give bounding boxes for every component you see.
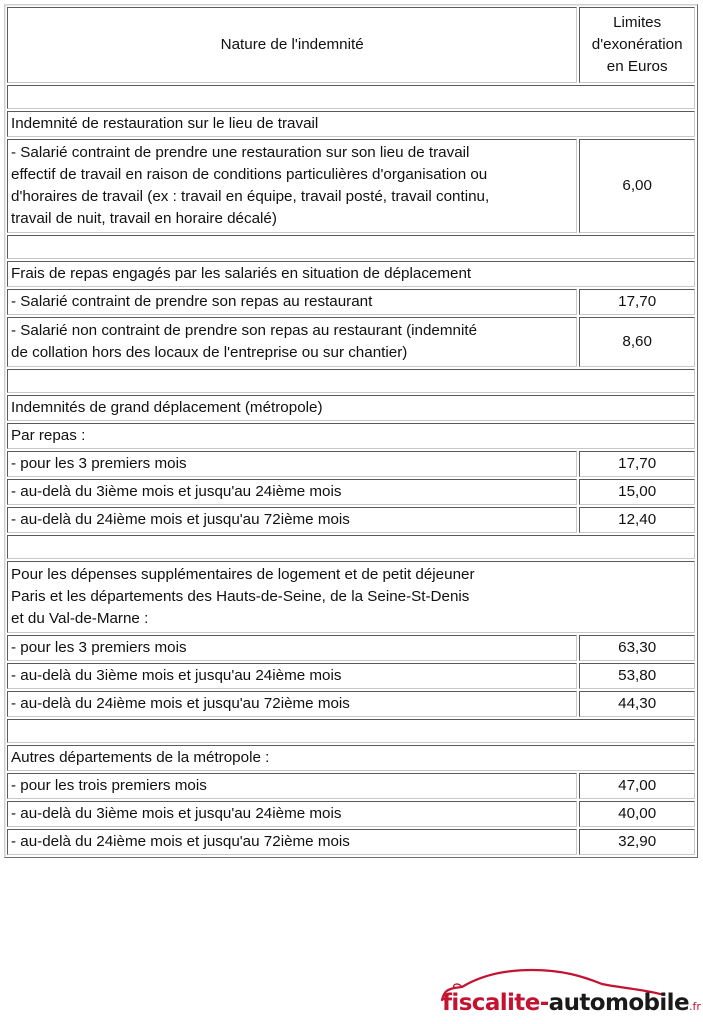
indemnity-exemption-table bbox=[4, 4, 698, 858]
spacer-cell bbox=[7, 719, 695, 743]
section-title-row bbox=[7, 261, 695, 287]
section-subtitle: Par repas : bbox=[7, 423, 695, 449]
section-title-row bbox=[7, 395, 695, 421]
row-value: 40,00 bbox=[579, 801, 695, 827]
table-row bbox=[7, 479, 695, 505]
row-label-line: - Salarié contraint de prendre une restauration sur son lieu de travail bbox=[11, 144, 470, 161]
row-value: 53,80 bbox=[579, 663, 695, 689]
row-value: 15,00 bbox=[579, 479, 695, 505]
spacer-cell bbox=[7, 85, 695, 109]
row-value: 47,00 bbox=[579, 773, 695, 799]
table-row bbox=[7, 691, 695, 717]
spacer-cell bbox=[7, 535, 695, 559]
spacer-row bbox=[7, 369, 695, 393]
row-value: 63,30 bbox=[579, 635, 695, 661]
spacer-row bbox=[7, 535, 695, 559]
section-title-row bbox=[7, 561, 695, 633]
header-limits bbox=[579, 7, 695, 83]
header-nature-label: Nature de l'indemnité bbox=[220, 36, 364, 53]
spacer-cell bbox=[7, 369, 695, 393]
row-label: - au-delà du 24ième mois et jusqu'au 72ième mois bbox=[7, 691, 577, 717]
row-value: 44,30 bbox=[579, 691, 695, 717]
table-row bbox=[7, 289, 695, 315]
header-limits-line-2: d'exonération bbox=[591, 36, 683, 53]
table-header-row bbox=[7, 7, 695, 83]
row-label-line: de collation hors des locaux de l'entreprise ou sur chantier) bbox=[11, 344, 408, 361]
row-label: - au-delà du 3ième mois et jusqu'au 24ième mois bbox=[7, 479, 577, 505]
row-value: 17,70 bbox=[579, 289, 695, 315]
row-label: - Salarié contraint de prendre son repas au restaurant bbox=[7, 289, 577, 315]
row-label: - au-delà du 24ième mois et jusqu'au 72ième mois bbox=[7, 507, 577, 533]
section-title: Autres départements de la métropole : bbox=[7, 745, 695, 771]
spacer-row bbox=[7, 85, 695, 109]
logo-text-automobile: automobile bbox=[548, 990, 689, 1016]
section-title-line: Paris et les départements des Hauts-de-Seine, de la Seine-St-Denis bbox=[11, 588, 470, 605]
spacer-cell bbox=[7, 235, 695, 259]
table-row bbox=[7, 635, 695, 661]
section-subtitle-row bbox=[7, 423, 695, 449]
table-row bbox=[7, 801, 695, 827]
row-label: - au-delà du 24ième mois et jusqu'au 72ième mois bbox=[7, 829, 577, 855]
header-limits-line-1: Limites bbox=[613, 14, 662, 31]
row-label: - au-delà du 3ième mois et jusqu'au 24ième mois bbox=[7, 801, 577, 827]
site-logo[interactable] bbox=[432, 962, 701, 1024]
table-row bbox=[7, 829, 695, 855]
row-value: 12,40 bbox=[579, 507, 695, 533]
header-limits-line-3: en Euros bbox=[606, 58, 668, 75]
section-title-line: et du Val-de-Marne : bbox=[11, 610, 149, 627]
row-label-line: travail de nuit, travail en horaire décalé) bbox=[11, 210, 277, 227]
table-row bbox=[7, 139, 695, 233]
table-row bbox=[7, 507, 695, 533]
row-label bbox=[7, 139, 577, 233]
section-title: Indemnités de grand déplacement (métropole) bbox=[7, 395, 695, 421]
section-title bbox=[7, 561, 695, 633]
header-nature bbox=[7, 7, 577, 83]
table-row bbox=[7, 773, 695, 799]
section-title-line: Pour les dépenses supplémentaires de logement et de petit déjeuner bbox=[11, 566, 475, 583]
section-title-row bbox=[7, 745, 695, 771]
section-title: Frais de repas engagés par les salariés en situation de déplacement bbox=[7, 261, 695, 287]
row-label: - pour les 3 premiers mois bbox=[7, 635, 577, 661]
row-value: 8,60 bbox=[579, 317, 695, 367]
row-label: - pour les trois premiers mois bbox=[7, 773, 577, 799]
table-row bbox=[7, 317, 695, 367]
row-label: - au-delà du 3ième mois et jusqu'au 24ième mois bbox=[7, 663, 577, 689]
row-label: - pour les 3 premiers mois bbox=[7, 451, 577, 477]
section-title-row bbox=[7, 111, 695, 137]
section-title: Indemnité de restauration sur le lieu de travail bbox=[7, 111, 695, 137]
row-value: 32,90 bbox=[579, 829, 695, 855]
row-label-line: d'horaires de travail (ex : travail en équipe, travail posté, travail continu, bbox=[11, 188, 490, 205]
row-label bbox=[7, 317, 577, 367]
logo-text-tld: .fr bbox=[688, 1000, 701, 1013]
spacer-row bbox=[7, 719, 695, 743]
row-value: 17,70 bbox=[579, 451, 695, 477]
table-row bbox=[7, 451, 695, 477]
table-row bbox=[7, 663, 695, 689]
logo-text bbox=[442, 990, 701, 1016]
row-label-line: - Salarié non contraint de prendre son repas au restaurant (indemnité bbox=[11, 322, 478, 339]
row-label-line: effectif de travail en raison de conditions particulières d'organisation ou bbox=[11, 166, 488, 183]
row-value: 6,00 bbox=[579, 139, 695, 233]
logo-text-fiscalite: fiscalite- bbox=[442, 990, 549, 1016]
spacer-row bbox=[7, 235, 695, 259]
